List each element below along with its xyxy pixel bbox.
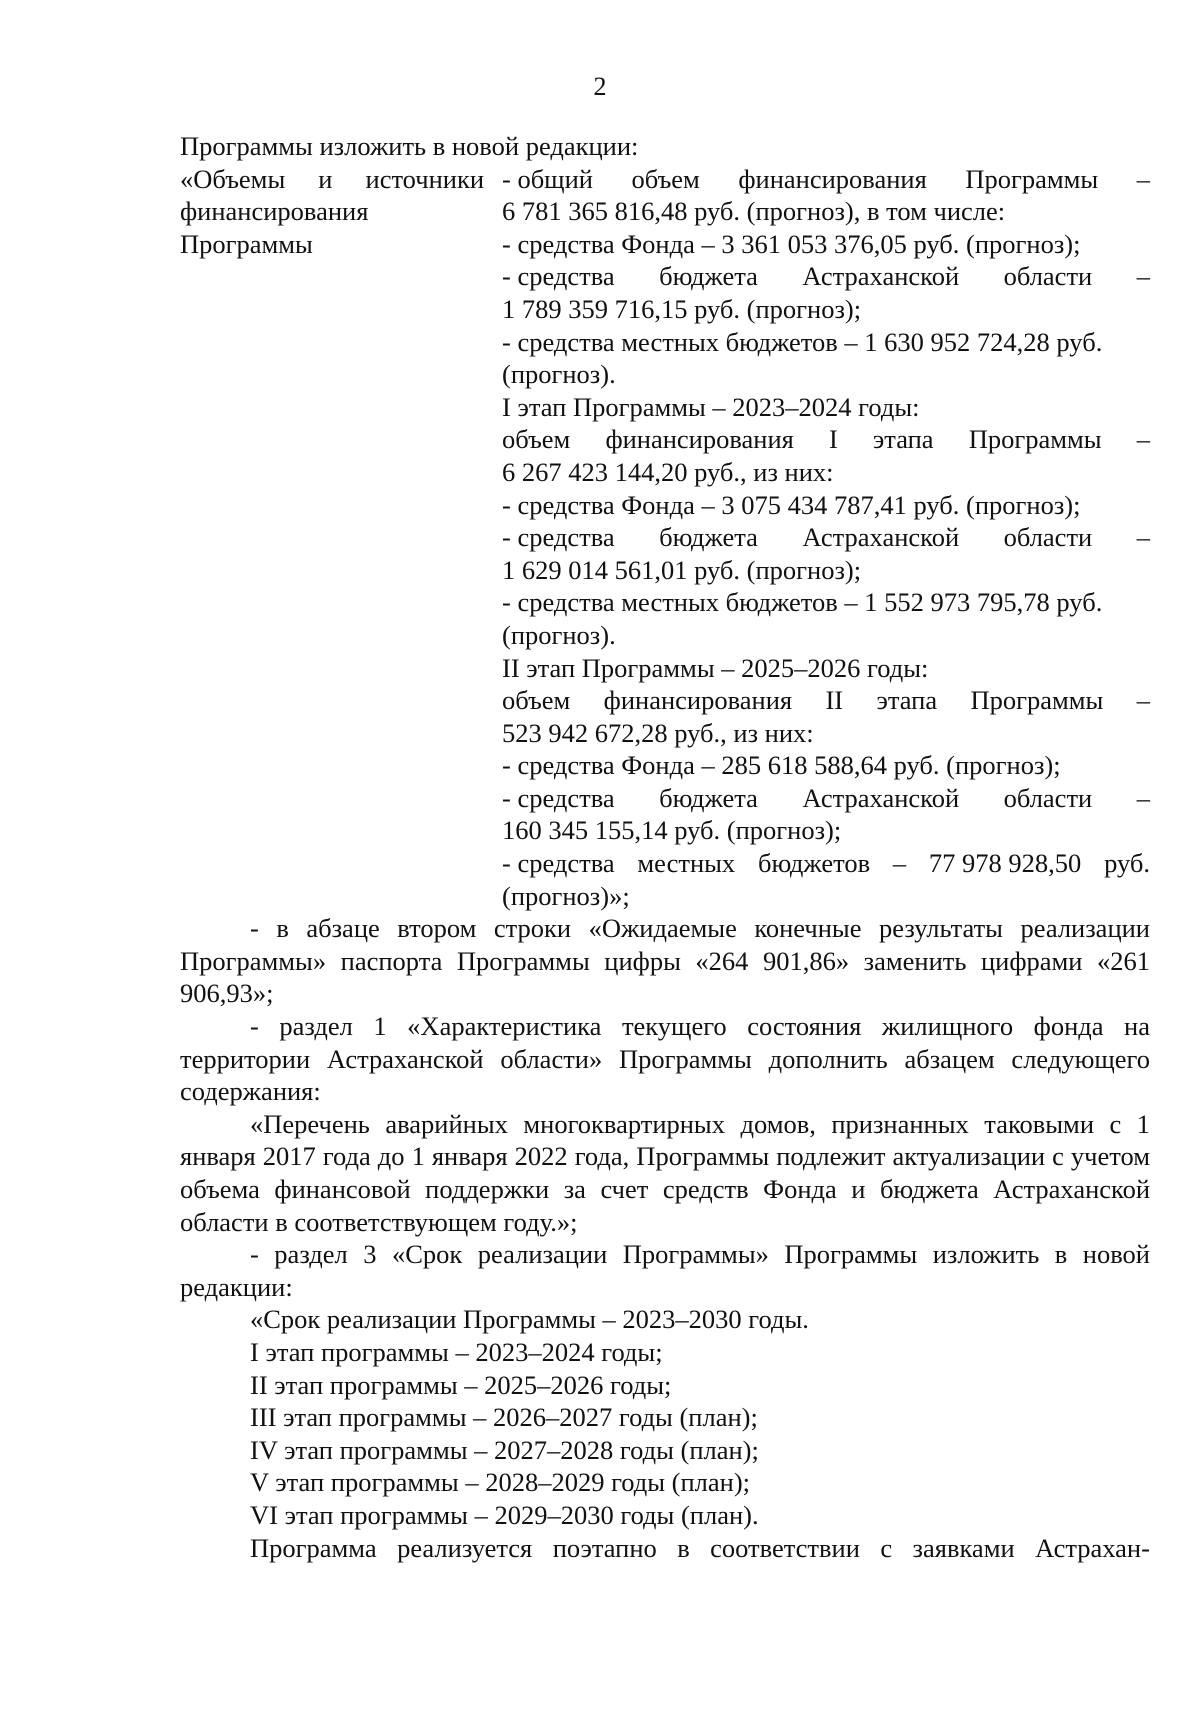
document-body [180,130,1150,1564]
stage-list-item: «Срок реализации Программы – 2023–2030 годы. [250,1304,809,1335]
paragraph-section-3: - раздел 3 «Срок реализации Программы» Программы изложить в новой редакции: [180,1239,1150,1302]
intro-line: Программы изложить в новой редакции: [180,131,639,161]
passport-values [502,163,1150,913]
final-line: Программа реализуется поэтапно в соответствии с заявками Астрахан- [250,1532,1150,1563]
stage1-region-value: 1 629 014 561,01 руб. (прогноз); [502,554,862,585]
total-financing-value: 6 781 365 816,48 руб. (прогноз), в том числе: [502,196,1006,227]
total-local-tail: (прогноз). [502,359,616,390]
stage1-local-tail: (прогноз). [502,619,616,650]
stage-list-item: II этап программы – 2025–2026 годы; [250,1369,672,1400]
stage2-local-tail: (прогноз)»; [502,880,630,911]
total-region-line: - средства бюджета Астраханской области – [502,261,1150,292]
stage1-financing-line: объем финансирования I этапа Программы – [502,424,1150,455]
paragraph-section-1: - раздел 1 «Характеристика текущего состояния жилищного фонда на территории Астраханской области» Программы дополнить абзацем следующего содержания: [180,1011,1150,1107]
stage2-financing-value: 523 942 672,28 руб., из них: [502,717,814,748]
passport-financing-row [180,163,1150,913]
total-local-line: - средства местных бюджетов – 1 630 952 724,28 руб. [502,326,1103,357]
stage2-title: II этап Программы – 2025–2026 годы: [502,652,929,683]
stage1-financing-value: 6 267 423 144,20 руб., из них: [502,456,834,487]
paragraph-expected-results: - в абзаце втором строки «Ожидаемые конечные результаты реализации Программы» паспорта Программы цифры «264 901,86» заменить цифрами «261 906,93»; [180,913,1150,1009]
passport-label: «Объемы и источники финансирования Программы [180,163,484,259]
total-fund-line: - средства Фонда – 3 361 053 376,05 руб. (прогноз); [502,228,1081,259]
stage1-title: I этап Программы – 2023–2024 годы: [502,391,920,422]
stage-list-item: I этап программы – 2023–2024 годы; [250,1336,663,1367]
stage2-financing-line: объем финансирования II этапа Программы – [502,685,1150,716]
stage2-region-line: - средства бюджета Астраханской области – [502,782,1150,813]
stage-list-item: III этап программы – 2026–2027 годы (план); [250,1402,758,1433]
total-financing-line: - общий объем финансирования Программы – [502,163,1150,194]
stage2-region-value: 160 345 155,14 руб. (прогноз); [502,815,842,846]
stage-list-item: IV этап программы – 2027–2028 годы (план); [250,1434,759,1465]
stage1-local-line: - средства местных бюджетов – 1 552 973 795,78 руб. [502,587,1103,618]
stage-list [180,1303,1150,1531]
page-number: 2 [593,72,607,101]
stage1-region-line: - средства бюджета Астраханской области – [502,522,1150,553]
stage-list-item: V этап программы – 2028–2029 годы (план); [250,1467,751,1498]
stage2-local-line: - средства местных бюджетов – 77 978 928,50 руб. [502,848,1150,879]
stage2-fund-line: - средства Фонда – 285 618 588,64 руб. (прогноз); [502,750,1061,781]
total-region-value: 1 789 359 716,15 руб. (прогноз); [502,293,862,324]
stage1-fund-line: - средства Фонда – 3 075 434 787,41 руб. (прогноз); [502,489,1081,520]
stage-list-item: VI этап программы – 2029–2030 годы (план). [250,1499,759,1530]
paragraph-emergency-houses: «Перечень аварийных многоквартирных домов, признанных таковыми с 1 января 2017 года до 1 января 2022 года, Программы подлежит актуализации с учетом объема финансовой поддержки за счет средств Фонда и бюджета Астраханской области в соответствующем году.»; [180,1108,1150,1237]
